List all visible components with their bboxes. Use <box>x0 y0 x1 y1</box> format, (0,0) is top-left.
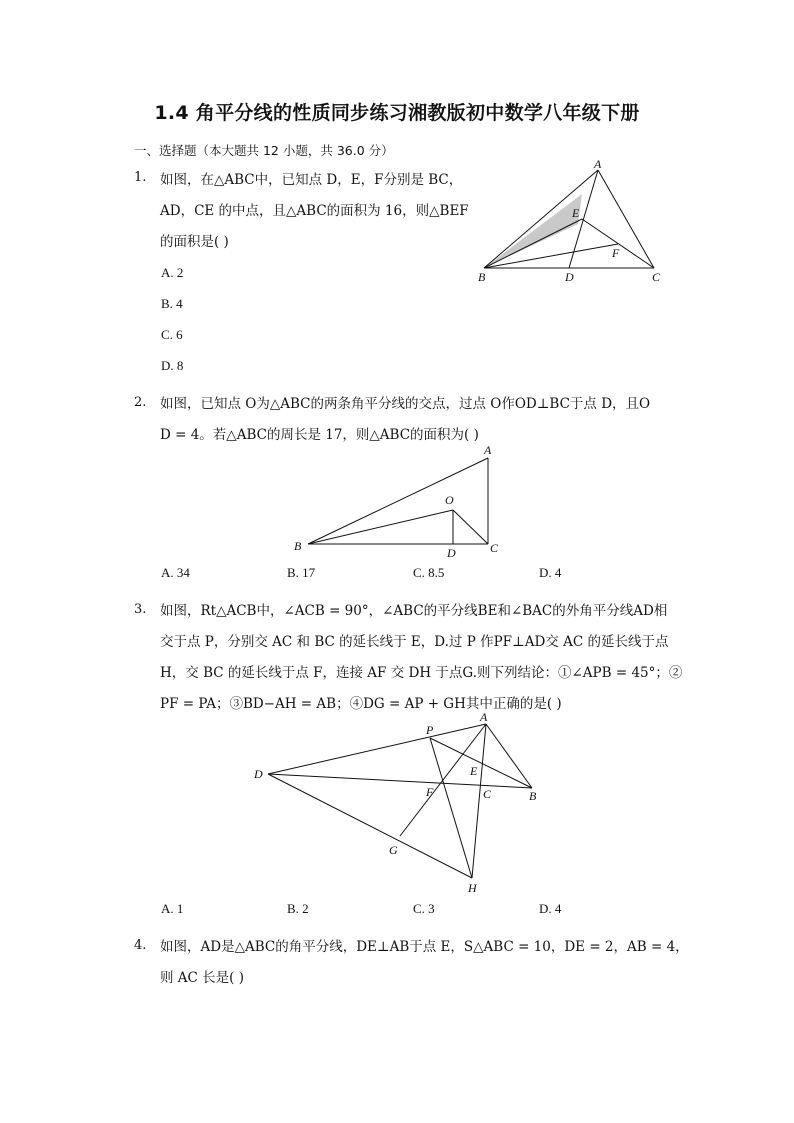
section-heading: 一、选择题（本大题共 12 小题，共 36.0 分） <box>134 143 394 158</box>
line-ba <box>308 458 488 544</box>
label-b: B <box>294 539 302 553</box>
label-a: A <box>480 710 488 724</box>
label-f: F <box>426 785 434 799</box>
question-4-number: 4. <box>134 938 147 953</box>
question-2-figure <box>290 440 510 565</box>
question-1-number: 1. <box>134 170 147 185</box>
label-o: O <box>445 493 454 507</box>
label-c: C <box>483 787 492 801</box>
question-1-line-3: 的面积是( ) <box>160 234 229 250</box>
question-2-line-1: 如图，已知点 O为△ABC的两条角平分线的交点，过点 O作OD⊥BC于点 D，且O <box>160 396 651 412</box>
question-1-line-1: 如图，在△ABC中，已知点 D，E，F分别是 BC， <box>160 172 463 188</box>
question-1-option-d[interactable]: D. 8 <box>161 358 184 373</box>
question-1-figure <box>470 158 670 290</box>
question-4-line-2: 则 AC 长是( ) <box>160 970 244 986</box>
label-f: F <box>612 246 620 260</box>
triangle-bef-shading <box>484 194 582 268</box>
question-3-line-1: 如图，Rt△ACB中，∠ACB = 90°，∠ABC的平分线BE和∠BAC的外角平分线AD相 <box>160 603 668 619</box>
question-4-line-1: 如图，AD是△ABC的角平分线，DE⊥AB于点 E，S△ABC = 10，DE = 2，AB = 4， <box>160 939 689 955</box>
question-1-line-2: AD，CE 的中点，且△ABC的面积为 16，则△BEF <box>160 203 469 219</box>
line-oc <box>453 510 488 544</box>
label-e: E <box>572 206 580 220</box>
line-ec <box>582 219 654 268</box>
line-dh <box>268 774 472 878</box>
label-d: D <box>447 546 456 560</box>
line-db <box>268 774 532 788</box>
label-h: H <box>468 881 477 895</box>
question-1-option-a[interactable]: A. 2 <box>161 265 184 280</box>
label-e: E <box>470 764 478 778</box>
label-g: G <box>389 843 398 857</box>
question-3-figure <box>250 708 550 898</box>
line-bo <box>308 510 453 544</box>
question-3-option-a[interactable]: A. 1 <box>161 901 184 916</box>
line-ab <box>486 724 532 788</box>
label-b: B <box>478 270 486 284</box>
line-ph <box>430 738 472 878</box>
label-c: C <box>490 541 499 555</box>
question-2-option-d[interactable]: D. 4 <box>539 565 562 580</box>
label-a: A <box>484 443 492 457</box>
question-3-line-2: 交于点 P，分别交 AC 和 BC 的延长线于 E，D.过 P 作PF⊥AD交 AC 的延长线于点 <box>160 634 669 650</box>
question-2-line-2: D = 4。若△ABC的周长是 17，则△ABC的面积为( ) <box>160 427 479 443</box>
question-1-option-b[interactable]: B. 4 <box>161 296 183 311</box>
question-3-option-d[interactable]: D. 4 <box>539 901 562 916</box>
question-3-line-4: PF = PA；③BD−AH = AB；④DG = AP + GH其中正确的是( ) <box>160 696 562 712</box>
label-p: P <box>426 723 434 737</box>
question-2-option-c[interactable]: C. 8.5 <box>413 565 445 580</box>
label-d: D <box>565 270 574 284</box>
question-2-number: 2. <box>134 395 147 410</box>
question-2-option-a[interactable]: A. 34 <box>161 565 190 580</box>
question-2-option-b[interactable]: B. 17 <box>287 565 316 580</box>
label-a: A <box>594 158 602 171</box>
label-d: D <box>254 767 263 781</box>
page-title: 1.4 角平分线的性质同步练习湘教版初中数学八年级下册 <box>154 102 640 124</box>
question-3-line-3: H，交 BC 的延长线于点 F，连接 AF 交 DH 于点G.则下列结论：①∠APB = 45°；② <box>160 665 683 681</box>
line-ah <box>472 724 486 878</box>
label-b: B <box>529 789 537 803</box>
label-c: C <box>652 270 661 284</box>
question-3-number: 3. <box>134 602 147 617</box>
question-1-option-c[interactable]: C. 6 <box>161 327 183 342</box>
line-ac <box>598 170 654 268</box>
question-3-option-b[interactable]: B. 2 <box>287 901 309 916</box>
question-3-option-c[interactable]: C. 3 <box>413 901 435 916</box>
